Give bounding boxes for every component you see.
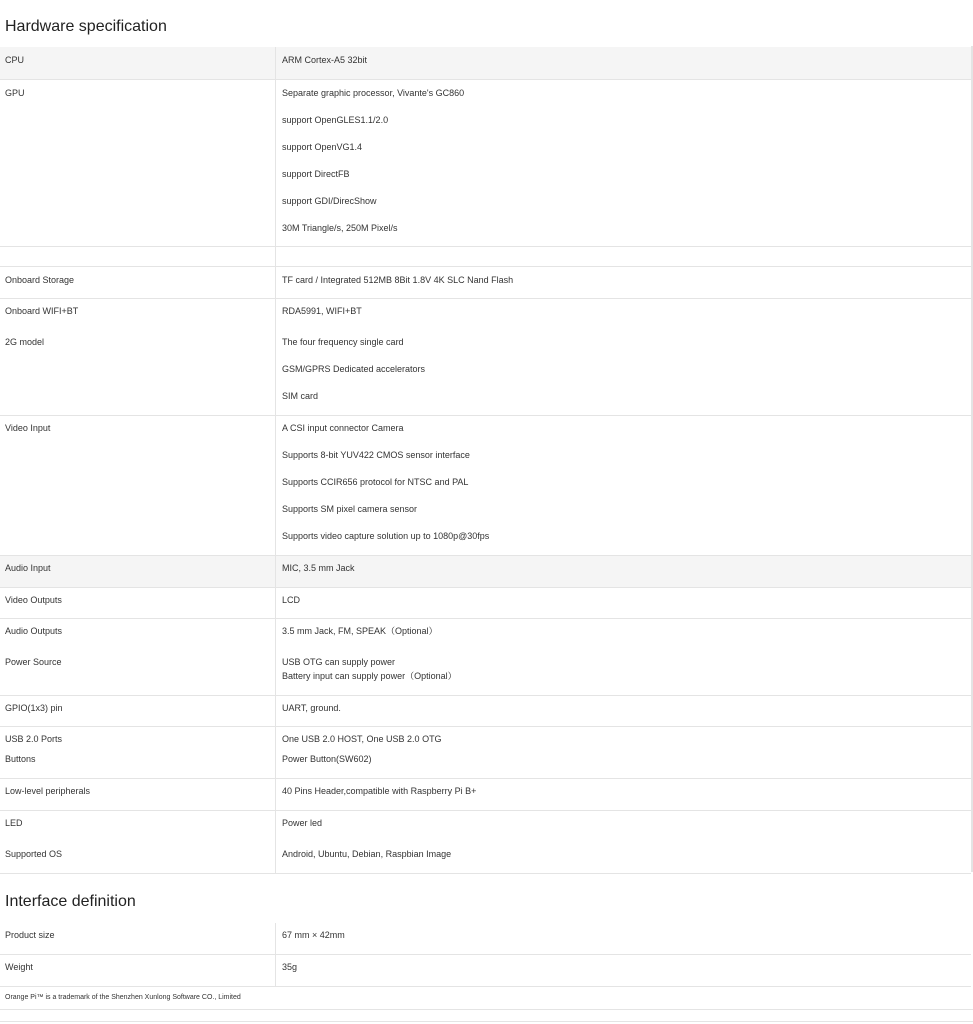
row-value: MIC, 3.5 mm Jack bbox=[282, 563, 355, 573]
row-value: SIM card bbox=[282, 391, 319, 401]
table-row-usb-buttons bbox=[0, 727, 971, 779]
row-value: 35g bbox=[282, 962, 298, 972]
row-value: USB OTG can supply power bbox=[282, 657, 396, 667]
row-label: Onboard Storage bbox=[5, 275, 75, 285]
row-value: Supports video capture solution up to 1080p@30fps bbox=[282, 531, 490, 541]
column-divider bbox=[275, 923, 276, 954]
row-value: TF card / Integrated 512MB 8Bit 1.8V 4K SLC Nand Flash bbox=[282, 275, 514, 285]
table-row-gpu bbox=[0, 80, 971, 247]
column-divider bbox=[275, 47, 276, 79]
column-divider bbox=[275, 727, 276, 778]
footer-divider bbox=[0, 1009, 973, 1010]
column-divider bbox=[275, 811, 276, 873]
column-divider bbox=[275, 696, 276, 726]
row-label: Power Source bbox=[5, 657, 62, 667]
column-divider bbox=[275, 779, 276, 810]
row-label: GPIO(1x3) pin bbox=[5, 703, 63, 713]
column-divider bbox=[275, 955, 276, 986]
row-label: Audio Outputs bbox=[5, 626, 63, 636]
column-divider bbox=[275, 619, 276, 695]
row-value: Supports 8-bit YUV422 CMOS sensor interface bbox=[282, 450, 470, 460]
row-value: Power Button(SW602) bbox=[282, 754, 372, 764]
table-row-audio-input bbox=[0, 556, 971, 588]
row-value: 30M Triangle/s, 250M Pixel/s bbox=[282, 223, 398, 233]
table-row-video-outputs bbox=[0, 588, 971, 619]
table-row-storage bbox=[0, 267, 971, 299]
row-value: support GDI/DirecShow bbox=[282, 196, 377, 206]
row-value: Supports SM pixel camera sensor bbox=[282, 504, 418, 514]
row-label: USB 2.0 Ports bbox=[5, 734, 63, 744]
column-divider bbox=[275, 588, 276, 618]
row-label: LED bbox=[5, 818, 23, 828]
row-value: 40 Pins Header,compatible with Raspberry Pi B+ bbox=[282, 786, 477, 796]
column-divider bbox=[275, 299, 276, 415]
table-row-gpio bbox=[0, 696, 971, 727]
row-value: A CSI input connector Camera bbox=[282, 423, 404, 433]
trademark-notice: Orange Pi™ is a trademark of the Shenzhen Xunlong Software CO., Limited bbox=[5, 994, 241, 1001]
row-value: support OpenGLES1.1/2.0 bbox=[282, 115, 389, 125]
column-divider bbox=[275, 416, 276, 555]
row-value: support DirectFB bbox=[282, 169, 350, 179]
row-label: 2G model bbox=[5, 337, 45, 347]
row-value: ARM Cortex-A5 32bit bbox=[282, 55, 368, 65]
row-label: Product size bbox=[5, 930, 55, 940]
table-row-led-os bbox=[0, 811, 971, 874]
column-divider bbox=[275, 80, 276, 246]
table-row-product-size bbox=[0, 923, 971, 955]
row-label: CPU bbox=[5, 55, 25, 65]
row-value: Separate graphic processor, Vivante's GC860 bbox=[282, 88, 465, 98]
column-divider bbox=[275, 247, 276, 266]
row-label: Supported OS bbox=[5, 849, 63, 859]
row-value: LCD bbox=[282, 595, 301, 605]
table-row-audio-outputs-power bbox=[0, 619, 971, 696]
row-label: Audio Input bbox=[5, 563, 51, 573]
row-value: support OpenVG1.4 bbox=[282, 142, 363, 152]
row-label: Video Input bbox=[5, 423, 51, 433]
row-value: Android, Ubuntu, Debian, Raspbian Image bbox=[282, 849, 452, 859]
row-value: Battery input can supply power（Optional） bbox=[282, 671, 457, 681]
table-row-clipped bbox=[0, 247, 971, 267]
hardware-spec-heading: Hardware specification bbox=[5, 18, 167, 35]
table-row-low-level bbox=[0, 779, 971, 811]
footer-divider bbox=[0, 1021, 973, 1022]
table-row-weight bbox=[0, 955, 971, 987]
row-label: Weight bbox=[5, 962, 33, 972]
interface-definition-heading: Interface definition bbox=[5, 893, 136, 910]
row-value: 3.5 mm Jack, FM, SPEAK（Optional） bbox=[282, 626, 438, 636]
row-value: GSM/GPRS Dedicated accelerators bbox=[282, 364, 426, 374]
row-value: One USB 2.0 HOST, One USB 2.0 OTG bbox=[282, 734, 442, 744]
row-label: GPU bbox=[5, 88, 25, 98]
row-label: Onboard WIFI+BT bbox=[5, 306, 79, 316]
table-row-wifi-2g bbox=[0, 299, 971, 416]
column-divider bbox=[275, 556, 276, 587]
row-label: Low-level peripherals bbox=[5, 786, 91, 796]
row-value: RDA5991, WIFI+BT bbox=[282, 306, 362, 316]
row-value: 67 mm × 42mm bbox=[282, 930, 345, 940]
column-divider bbox=[275, 267, 276, 298]
row-value: Supports CCIR656 protocol for NTSC and PAL bbox=[282, 477, 469, 487]
table-row-cpu bbox=[0, 47, 971, 80]
row-label: Buttons bbox=[5, 754, 36, 764]
table-row-video-input bbox=[0, 416, 971, 556]
row-value: The four frequency single card bbox=[282, 337, 404, 347]
row-label: Video Outputs bbox=[5, 595, 62, 605]
row-value: UART, ground. bbox=[282, 703, 341, 713]
row-value: Power led bbox=[282, 818, 323, 828]
